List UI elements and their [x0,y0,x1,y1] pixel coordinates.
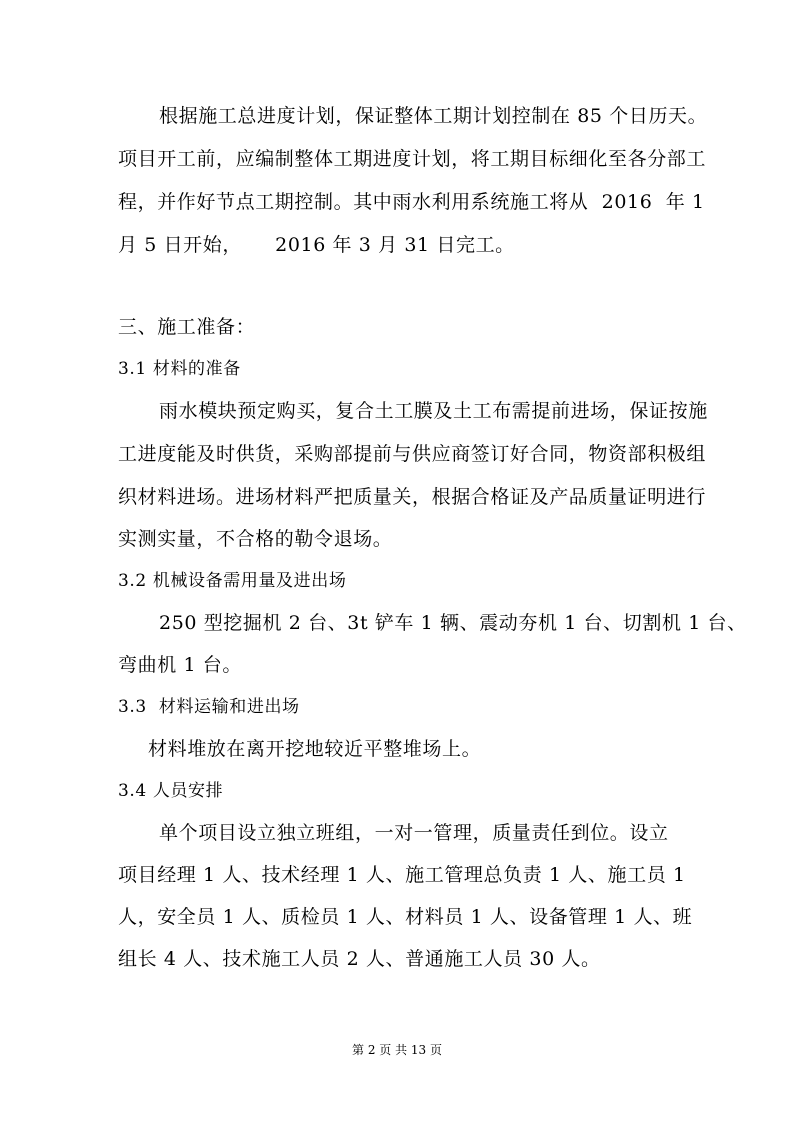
paragraph-line: 250 型挖掘机 2 台、3t 铲车 1 辆、震动夯机 1 台、切割机 1 台、 [159,612,747,634]
subsection-heading: 3.2 机械设备需用量及进出场 [118,571,347,591]
paragraph-line: 组长 4 人、技术施工人员 2 人、普通施工人员 30 人。 [118,948,601,970]
paragraph-line: 单个项目设立独立班组，一对一管理，质量责任到位。设立 [159,822,669,844]
paragraph-line: 实测实量，不合格的勒令退场。 [118,528,393,550]
paragraph-line: 项目经理 1 人、技术经理 1 人、施工管理总负责 1 人、施工员 1 [118,864,686,886]
paragraph-line: 项目开工前，应编制整体工期进度计划，将工期目标细化至各分部工 [118,148,707,170]
paragraph-line: 根据施工总进度计划，保证整体工期计划控制在 85 个日历天。 [159,105,708,127]
subsection-heading: 3.4 人员安排 [118,781,224,801]
subsection-heading: 3.1 材料的准备 [118,359,241,379]
subsection-heading: 3.3 材料运输和进出场 [118,697,300,717]
page-footer: 第 2 页 共 13 页 [352,1043,442,1057]
paragraph-line: 织材料进场。进场材料严把质量关，根据合格证及产品质量证明进行 [118,486,707,508]
paragraph-line: 程，并作好节点工期控制。其中雨水利用系统施工将从 2016 年 1 [118,191,705,213]
paragraph-line: 材料堆放在离开挖地较近平整堆场上。 [148,738,482,760]
paragraph-line: 月 5 日开始， 2016 年 3 月 31 日完工。 [118,234,515,256]
paragraph-line: 雨水模块预定购买，复合土工膜及土工布需提前进场，保证按施 [159,400,708,422]
paragraph-line: 弯曲机 1 台。 [118,654,242,676]
paragraph-line: 工进度能及时供货，采购部提前与供应商签订好合同，物资部积极组 [118,443,707,465]
section-heading: 三、施工准备： [118,316,256,338]
paragraph-line: 人，安全员 1 人、质检员 1 人、材料员 1 人、设备管理 1 人、班 [118,906,693,928]
